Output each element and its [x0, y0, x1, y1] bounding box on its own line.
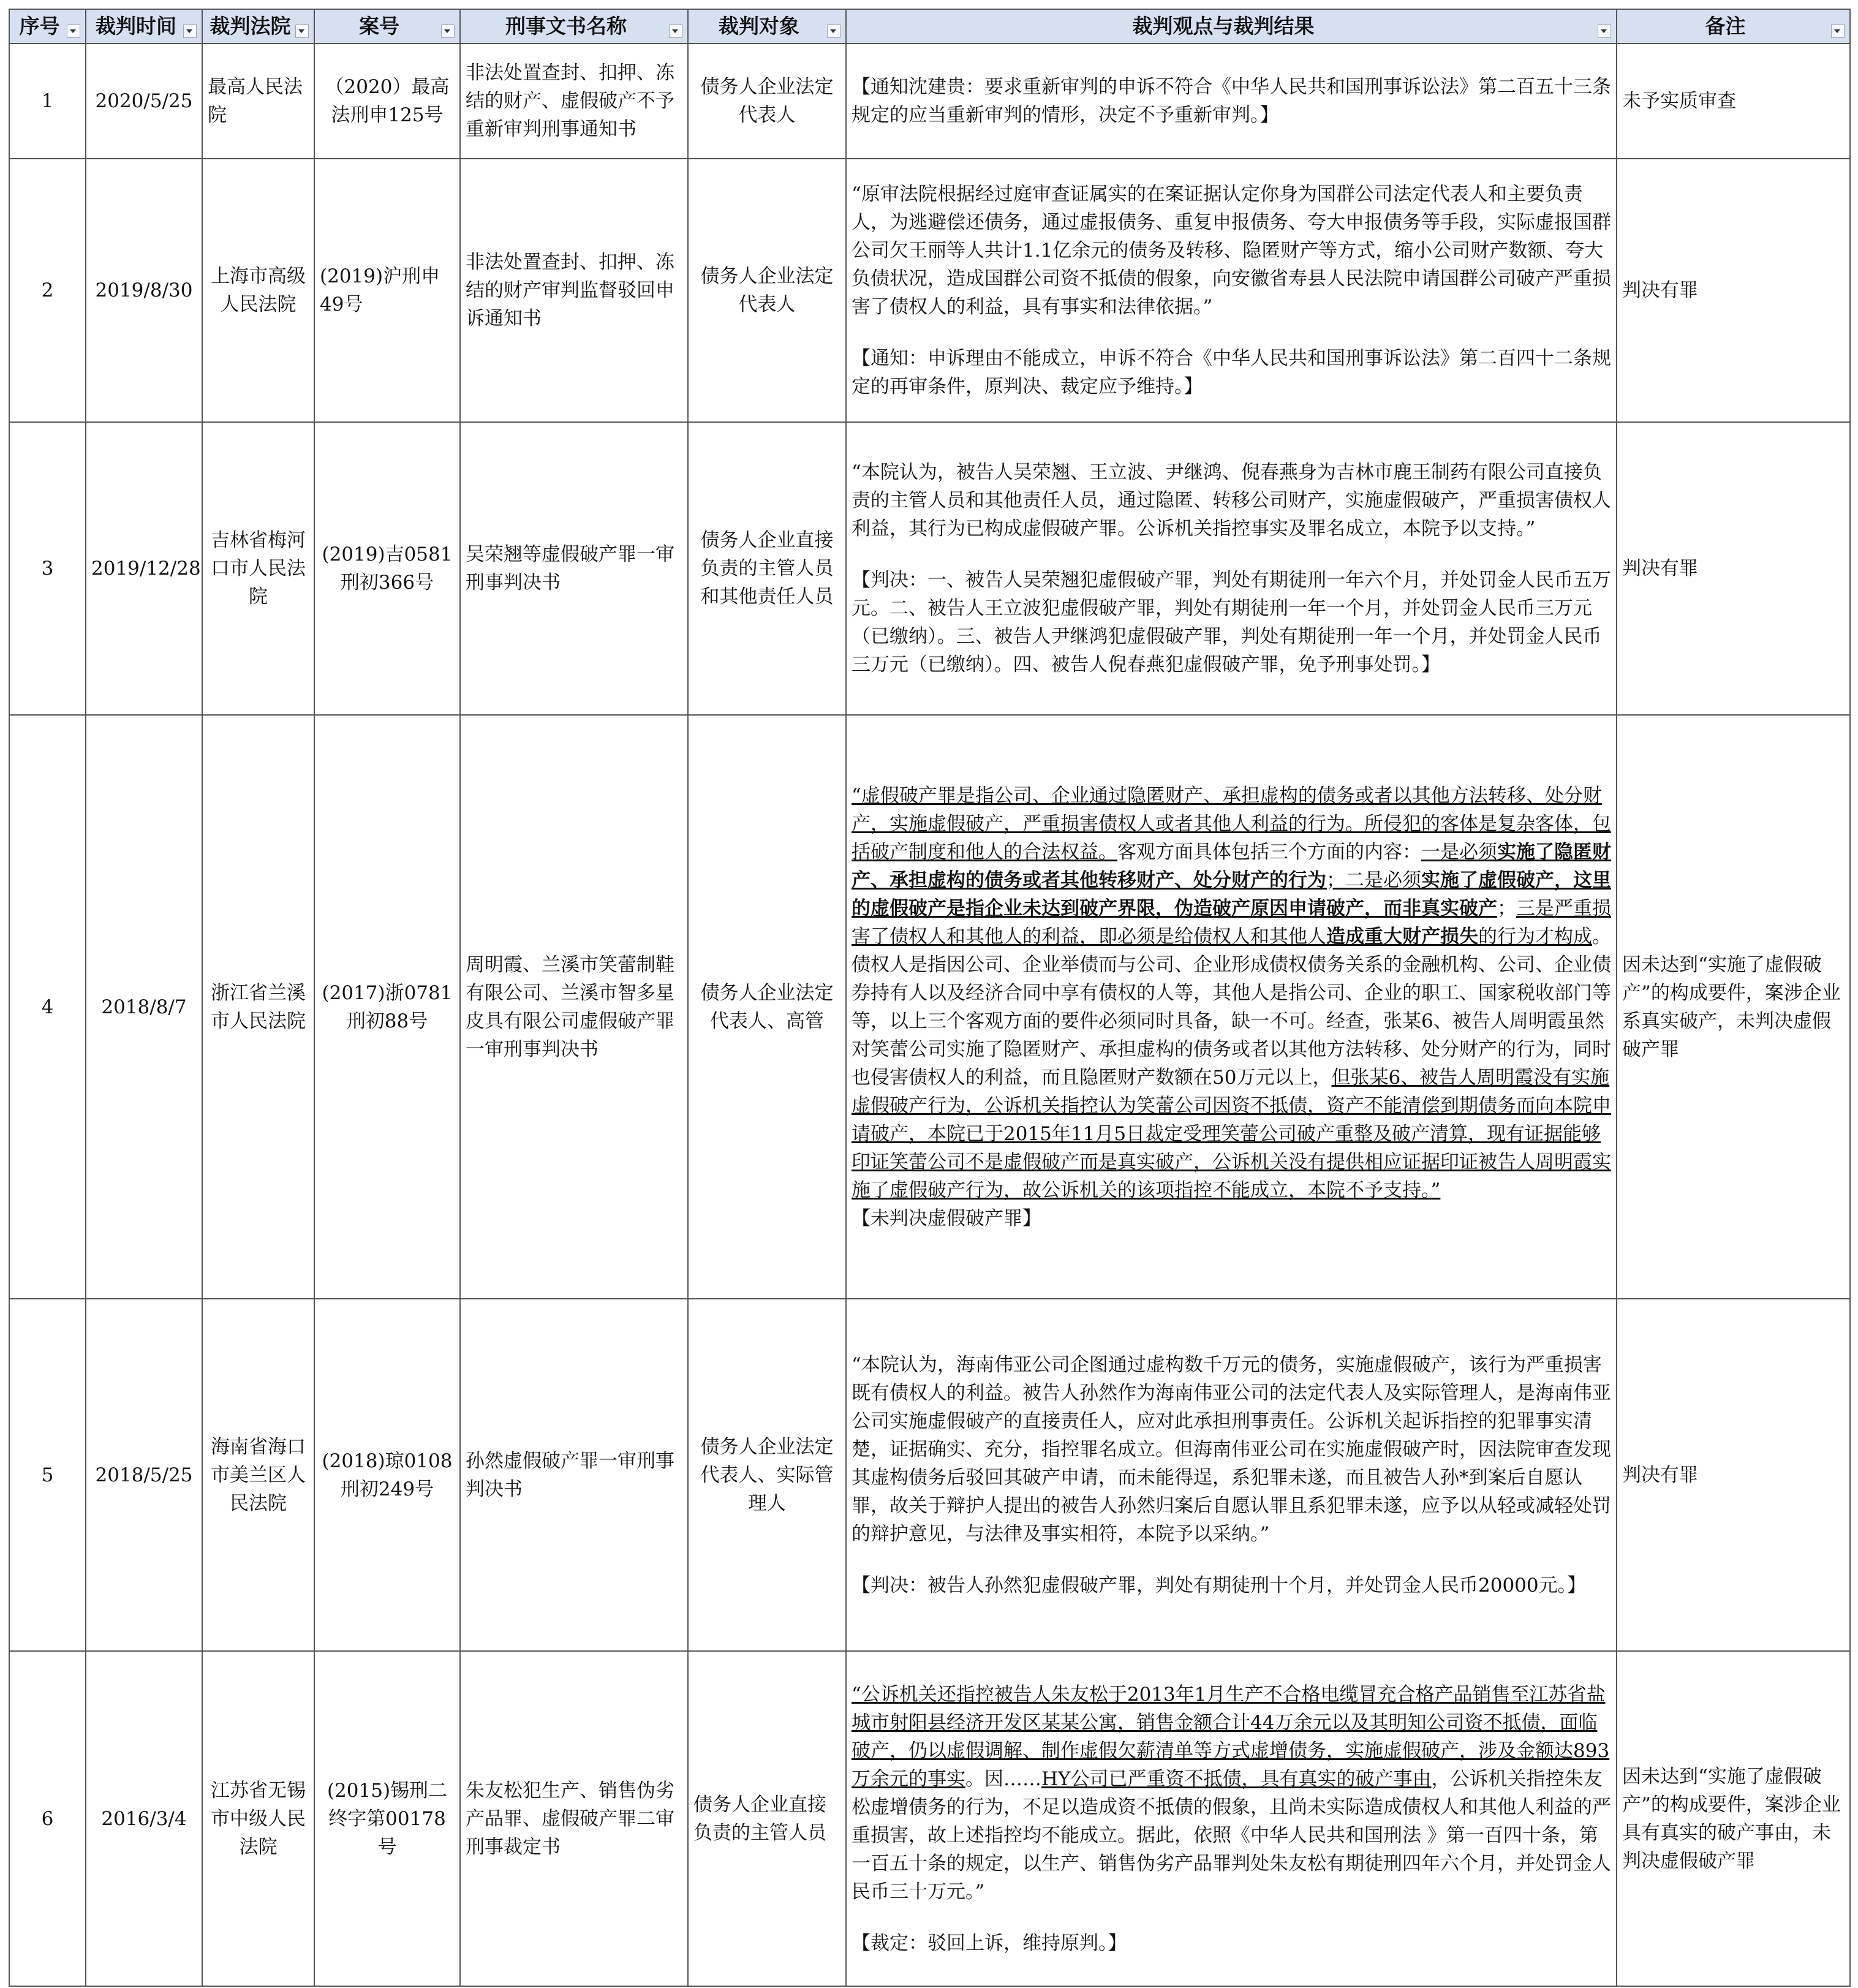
- cell-party[interactable]: 债务人企业法定代表人: [688, 159, 846, 422]
- opinion-result: 【判决：被告人孙然犯虚假破产罪，判处有期徒刑十个月，并处罚金人民币20000元。】: [852, 1574, 1587, 1597]
- cell-date[interactable]: 2018/5/25: [86, 1299, 202, 1651]
- cell-note[interactable]: 因未达到“实施了虚假破产”的构成要件，案涉企业具有真实的破产事由，未判决虚假破产罪: [1617, 1651, 1850, 1986]
- cell-doc[interactable]: 周明霞、兰溪市笑蕾制鞋有限公司、兰溪市智多星皮具有限公司虚假破产罪一审刑事判决书: [460, 715, 688, 1299]
- opinion-quote: “虚假破产罪是指公司、企业通过隐匿财产、承担虚构的债务或者以其他方法转移、处分财产，实施虚假破产，严重损害债权人或者其他人利益的行为。所侵犯的客体是复杂客体，包括破产制度和他人的合法权益。客观方面具体包括三个方面的内容：一是必须实施了隐匿财产、承担虚构的债务或者其他转移财产、处分财产的行为；二是必须实施了虚假破产，这里的虚假破产是指企业未达到破产界限，伪造破产原因申请破产，而非真实破产；三是严重损害了债权人和其他人的利益，即必须是给债权人和其他人造成重大财产损失的行为才构成。债权人是指因公司、企业举债而与公司、企业形成债权债务关系的金融机构、公司、企业债券持有人以及经济合同中享有债权的人等，其他人是指公司、企业的职工、国家税收部门等等，以上三个客观方面的要件必须同时具备，缺一不可。经查，张某6、被告人周明霞虽然对笑蕾公司实施了隐匿财产、承担虚构的债务或者以其他方法转移、处分财产的行为，同时也侵害债权人的利益，而且隐匿财产数额在50万元以上，但张某6、被告人周明霞没有实施虚假破产行为，公诉机关指控认为笑蕾公司因资不抵债，资产不能清偿到期债务而向本院申请破产，本院已于2015年11月5日裁定受理笑蕾公司破产重整及破产清算，现有证据能够印证笑蕾公司不是虚假破产而是真实破产，公诉机关没有提供相应证据印证被告人周明霞实施了虚假破产行为，故公诉机关的该项指控不能成立，本院不予支持。”: [852, 784, 1611, 1201]
- filter-dropdown-icon[interactable]: [183, 25, 197, 38]
- table-row: [9, 159, 1850, 422]
- cell-no[interactable]: 5: [9, 1299, 86, 1651]
- cell-court[interactable]: 江苏省无锡市中级人民法院: [202, 1651, 314, 1986]
- case-table-sheet: [9, 9, 1849, 1984]
- cell-opinion[interactable]: [846, 715, 1617, 1299]
- opinion-quote: “本院认为，海南伟亚公司企图通过虚构数千万元的债务，实施虚假破产，该行为严重损害既有债权人的利益。被告人孙然作为海南伟亚公司的法定代表人及实际管理人，是海南伟亚公司实施虚假破产的直接责任人，应对此承担刑事责任。公诉机关起诉指控的犯罪事实清楚，证据确实、充分，指控罪名成立。但海南伟亚公司在实施虚假破产时，因法院审查发现其虚构债务后驳回其破产申请，而未能得逞，系犯罪未遂，而且被告人孙*到案后自愿认罪，故关于辩护人提出的被告人孙然归案后自愿认罪且系犯罪未遂，应予以从轻或减轻处罚的辩护意见，与法律及事实相符，本院予以采纳。”: [852, 1353, 1611, 1545]
- opinion-result: 【判决：一、被告人吴荣翘犯虚假破产罪，判处有期徒刑一年六个月，并处罚金人民币五万元。二、被告人王立波犯虚假破产罪，判处有期徒刑一年一个月，并处罚金人民币三万元（已缴纳）。三、被告人尹继鸿犯虚假破产罪，判处有期徒刑一年一个月，并处罚金人民币三万元（已缴纳）。四、被告人倪春燕犯虚假破产罪，免予刑事处罚。】: [852, 569, 1611, 676]
- table-row: [9, 715, 1850, 1299]
- header-case-no: 案号: [314, 9, 460, 43]
- filter-dropdown-icon[interactable]: [295, 25, 309, 38]
- opinion-result: 【通知：申诉理由不能成立，申诉不符合《中华人民共和国刑事诉讼法》第二百四十二条规定的再审条件，原判决、裁定应予维持。】: [852, 347, 1611, 398]
- opinion-result: 【未判决虚假破产罪】: [852, 1207, 1041, 1230]
- cell-party[interactable]: 债务人企业法定代表人、高管: [688, 715, 846, 1299]
- cell-opinion[interactable]: [846, 43, 1617, 159]
- cell-no[interactable]: 6: [9, 1651, 86, 1986]
- cell-court[interactable]: 浙江省兰溪市人民法院: [202, 715, 314, 1299]
- cell-note[interactable]: 判决有罪: [1617, 422, 1850, 715]
- cell-court[interactable]: 吉林省梅河口市人民法院: [202, 422, 314, 715]
- cell-party[interactable]: 债务人企业法定代表人: [688, 43, 846, 159]
- cell-opinion[interactable]: [846, 422, 1617, 715]
- header-no: 序号: [9, 9, 86, 43]
- cell-no[interactable]: 2: [9, 159, 86, 422]
- header-date: 裁判时间: [86, 9, 202, 43]
- cell-opinion[interactable]: [846, 1299, 1617, 1651]
- cell-case-no[interactable]: (2019)吉0581刑初366号: [314, 422, 460, 715]
- cell-opinion[interactable]: [846, 159, 1617, 422]
- opinion-result: 【裁定：驳回上诉，维持原判。】: [852, 1932, 1127, 1954]
- cell-doc[interactable]: 非法处置查封、扣押、冻结的财产、虚假破产不予重新审判刑事通知书: [460, 43, 688, 159]
- table-row: [9, 422, 1850, 715]
- cell-note[interactable]: 因未达到“实施了虚假破产”的构成要件，案涉企业系真实破产，未判决虚假破产罪: [1617, 715, 1850, 1299]
- table-row: [9, 43, 1850, 159]
- cell-case-no[interactable]: （2020）最高法刑申125号: [314, 43, 460, 159]
- cell-date[interactable]: 2018/8/7: [86, 715, 202, 1299]
- cell-doc[interactable]: 非法处置查封、扣押、冻结的财产审判监督驳回申诉通知书: [460, 159, 688, 422]
- filter-dropdown-icon[interactable]: [669, 25, 682, 38]
- cell-doc[interactable]: 吴荣翘等虚假破产罪一审刑事判决书: [460, 422, 688, 715]
- cell-no[interactable]: 4: [9, 715, 86, 1299]
- cell-note[interactable]: 判决有罪: [1617, 1299, 1850, 1651]
- opinion-quote: “本院认为，被告人吴荣翘、王立波、尹继鸿、倪春燕身为吉林市鹿王制药有限公司直接负责的主管人员和其他责任人员，通过隐匿、转移公司财产，实施虚假破产，严重损害债权人利益，其行为已构成虚假破产罪。公诉机关指控事实及罪名成立，本院予以支持。”: [852, 461, 1611, 540]
- case-table: [9, 9, 1851, 1987]
- header-doc: 刑事文书名称: [460, 9, 688, 43]
- cell-no[interactable]: 3: [9, 422, 86, 715]
- cell-doc[interactable]: 朱友松犯生产、销售伪劣产品罪、虚假破产罪二审刑事裁定书: [460, 1651, 688, 1986]
- cell-note[interactable]: 判决有罪: [1617, 159, 1850, 422]
- cell-no[interactable]: 1: [9, 43, 86, 159]
- cell-date[interactable]: 2016/3/4: [86, 1651, 202, 1986]
- opinion-result: 【通知沈建贵：要求重新审判的申诉不符合《中华人民共和国刑事诉讼法》第二百五十三条规定的应当重新审判的情形，决定不予重新审判。】: [852, 76, 1611, 126]
- cell-opinion[interactable]: [846, 1651, 1617, 1986]
- cell-court[interactable]: 最高人民法院: [202, 43, 314, 159]
- cell-party[interactable]: 债务人企业法定代表人、实际管理人: [688, 1299, 846, 1651]
- cell-doc[interactable]: 孙然虚假破产罪一审刑事判决书: [460, 1299, 688, 1651]
- cell-date[interactable]: 2019/12/28: [86, 422, 202, 715]
- cell-case-no[interactable]: (2017)浙0781刑初88号: [314, 715, 460, 1299]
- cell-date[interactable]: 2020/5/25: [86, 43, 202, 159]
- cell-party[interactable]: 债务人企业直接负责的主管人员和其他责任人员: [688, 422, 846, 715]
- cell-case-no[interactable]: (2015)锡刑二终字第00178号: [314, 1651, 460, 1986]
- cell-case-no[interactable]: (2018)琼0108刑初249号: [314, 1299, 460, 1651]
- filter-dropdown-icon[interactable]: [1598, 25, 1611, 38]
- cell-case-no[interactable]: (2019)沪刑申49号: [314, 159, 460, 422]
- header-opinion: 裁判观点与裁判结果: [846, 9, 1617, 43]
- filter-dropdown-icon[interactable]: [441, 25, 455, 38]
- filter-dropdown-icon[interactable]: [1831, 25, 1845, 38]
- header-court: 裁判法院: [202, 9, 314, 43]
- filter-dropdown-icon[interactable]: [827, 25, 840, 38]
- header-row: [9, 9, 1850, 43]
- cell-court[interactable]: 海南省海口市美兰区人民法院: [202, 1299, 314, 1651]
- cell-court[interactable]: 上海市高级人民法院: [202, 159, 314, 422]
- cell-party[interactable]: 债务人企业直接负责的主管人员: [688, 1651, 846, 1986]
- table-row: [9, 1651, 1850, 1986]
- opinion-quote: “原审法院根据经过庭审查证属实的在案证据认定你身为国群公司法定代表人和主要负责人，为逃避偿还债务，通过虚报债务、重复申报债务、夸大申报债务等手段，实际虚报国群公司欠王丽等人共计1.1亿余元的债务及转移、隐匿财产等方式，缩小公司财产数额、夸大负债状况，造成国群公司资不抵债的假象，向安徽省寿县人民法院申请国群公司破产严重损害了债权人的利益，具有事实和法律依据。”: [852, 183, 1611, 318]
- header-party: 裁判对象: [688, 9, 846, 43]
- table-row: [9, 1299, 1850, 1651]
- opinion-quote: “公诉机关还指控被告人朱友松于2013年1月生产不合格电缆冒充合格产品销售至江苏省盐城市射阳县经济开发区某某公寓，销售金额合计44万余元以及其明知公司资不抵债，面临破产，仍以虚假调解、制作虚假欠薪清单等方式虚增债务，实施虚假破产，涉及金额达893万余元的事实。因……HY公司已严重资不抵债，具有真实的破产事由，公诉机关指控朱友松虚增债务的行为，不足以造成资不抵债的假象，且尚未实际造成债权人和其他人利益的严重损害，故上述指控均不能成立。据此，依照《中华人民共和国刑法 》第一百四十条，第一百五十条的规定，以生产、销售伪劣产品罪判处朱友松有期徒刑四年六个月，并处罚金人民币三十万元。”: [852, 1683, 1611, 1903]
- cell-note[interactable]: 未予实质审查: [1617, 43, 1850, 159]
- filter-dropdown-icon[interactable]: [67, 25, 80, 38]
- header-note: 备注: [1617, 9, 1850, 43]
- cell-date[interactable]: 2019/8/30: [86, 159, 202, 422]
